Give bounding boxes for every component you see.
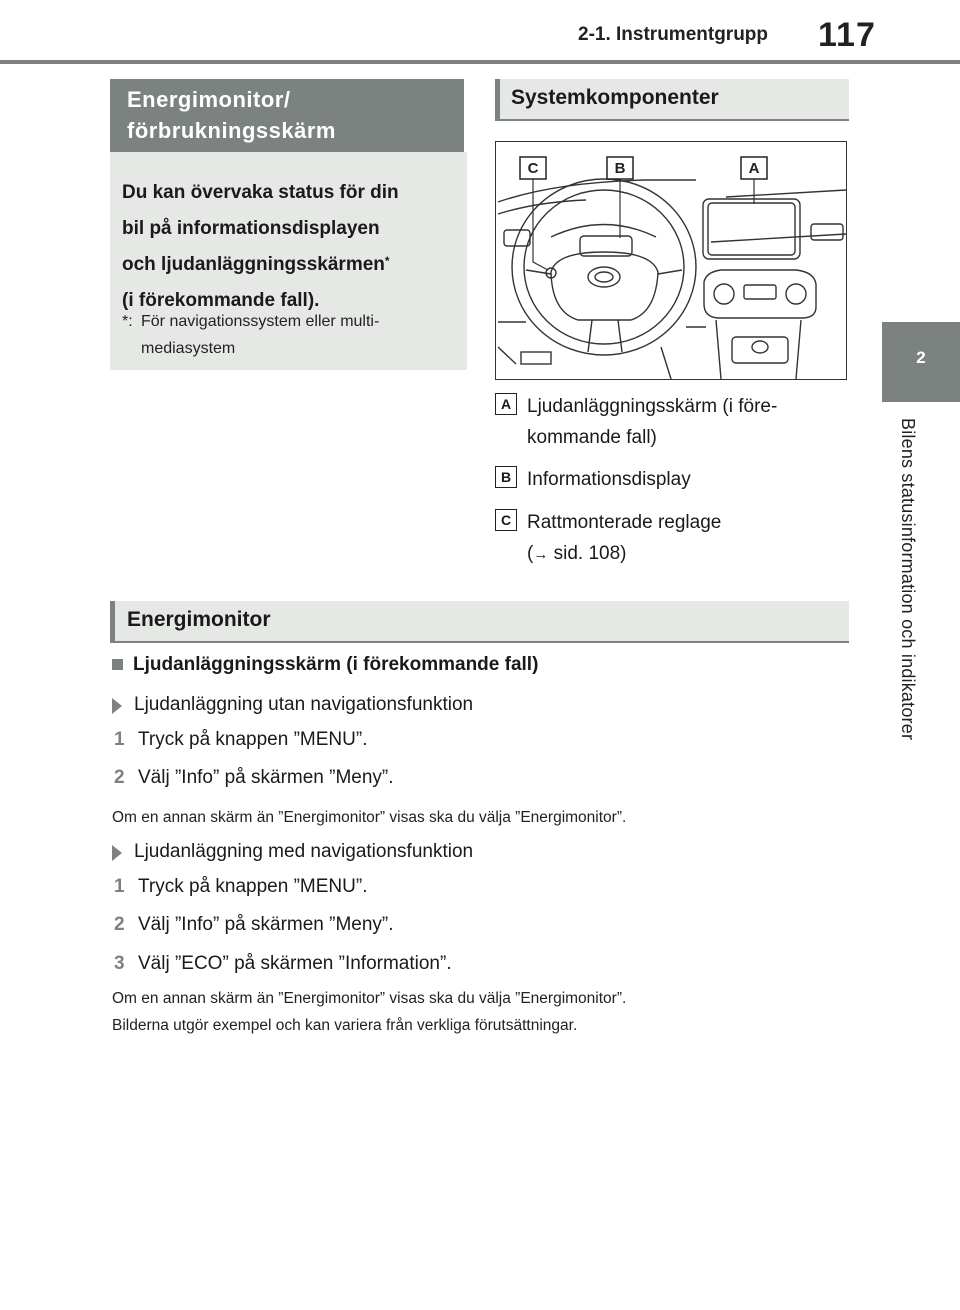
step-3-with-nav	[114, 953, 452, 975]
legend-item-c-line1: Rattmonterade reglage	[527, 512, 722, 533]
bullet-with-nav	[112, 841, 473, 863]
legend-item-a	[527, 391, 827, 453]
step-text: Tryck på knappen ”MENU”.	[138, 876, 368, 897]
intro-line2: bil på informationsdisplayen	[122, 218, 380, 239]
intro-text	[122, 175, 457, 319]
energy-screen-title-line1: Energimonitor/	[127, 87, 291, 112]
step-number: 3	[114, 953, 125, 974]
footnote-line2: mediasystem	[141, 340, 236, 357]
legend-item-c-line2-wrap: (→ sid. 108)	[527, 543, 627, 564]
step-1-no-nav	[114, 729, 367, 751]
dashboard-illustration	[496, 142, 846, 379]
note-with-nav: Om en annan skärm än ”Energimonitor” visas ska du välja ”Energimonitor”.	[112, 990, 627, 1007]
diagram-label-b: B	[614, 160, 626, 177]
triangle-bullet-icon	[112, 698, 122, 714]
energy-screen-title-line2: förbrukningsskärm	[127, 118, 336, 143]
legend-item-a-line1: Ljudanläggningsskärm (i före-	[527, 396, 778, 417]
bullet-no-nav	[112, 694, 473, 716]
step-number: 2	[114, 914, 125, 935]
square-bullet-icon	[112, 659, 123, 670]
legend-label-b: B	[495, 466, 517, 488]
footnote-line1: För navigationssystem eller multi-	[141, 313, 380, 330]
step-text: Tryck på knappen ”MENU”.	[138, 729, 368, 750]
footnote	[122, 308, 457, 362]
section-title: 2-1. Instrumentgrupp	[578, 24, 769, 45]
legend-item-a-line2: kommande fall)	[527, 427, 657, 448]
intro-line3: och ljudanläggningsskärmen	[122, 254, 385, 275]
footnote-mark: *:	[122, 313, 133, 330]
step-text: Välj ”ECO” på skärmen ”Information”.	[138, 953, 452, 974]
step-text: Välj ”Info” på skärmen ”Meny”.	[138, 914, 394, 935]
intro-line1: Du kan övervaka status för din	[122, 182, 399, 203]
header-rule	[0, 60, 960, 64]
step-number: 1	[114, 876, 125, 897]
step-1-with-nav	[114, 876, 367, 898]
arrow-icon: →	[533, 546, 549, 563]
legend-label-a: A	[495, 393, 517, 415]
system-components-title: Systemkomponenter	[511, 86, 719, 109]
page-number: 117	[818, 16, 876, 54]
bullet-with-nav-text: Ljudanläggning med navigationsfunktion	[134, 841, 474, 862]
subheading-text: Ljudanläggningsskärm (i förekommande fall)	[133, 654, 539, 675]
diagram-label-a: A	[748, 160, 760, 177]
legend-item-c	[527, 507, 827, 570]
intro-line3-wrap	[122, 247, 457, 283]
step-2-no-nav	[114, 767, 394, 789]
legend-item-b-line1: Informationsdisplay	[527, 469, 691, 490]
step-number: 2	[114, 767, 125, 788]
triangle-bullet-icon	[112, 845, 122, 861]
note-no-nav: Om en annan skärm än ”Energimonitor” visas ska du välja ”Energimonitor”.	[112, 809, 627, 826]
note-examples: Bilderna utgör exempel och kan variera från verkliga förutsättningar.	[112, 1017, 578, 1034]
bullet-no-nav-text: Ljudanläggning utan navigationsfunktion	[134, 694, 474, 715]
subheading	[112, 654, 538, 676]
legend-label-c: C	[495, 509, 517, 531]
energy-screen-title	[127, 84, 457, 146]
diagram-label-c: C	[527, 160, 539, 177]
step-text: Välj ”Info” på skärmen ”Meny”.	[138, 767, 394, 788]
dashboard-diagram	[495, 141, 847, 380]
step-number: 1	[114, 729, 125, 750]
step-2-with-nav	[114, 914, 394, 936]
legend-item-c-pageref[interactable]: sid. 108)	[548, 543, 627, 564]
legend-item-b	[527, 464, 827, 495]
chapter-title: Bilens statusinformation och indikatorer	[898, 418, 918, 741]
chapter-number: 2	[916, 348, 926, 367]
energy-monitor-title: Energimonitor	[127, 608, 271, 631]
intro-asterisk: *	[384, 254, 390, 268]
intro-line4: (i förekommande fall).	[122, 290, 320, 311]
